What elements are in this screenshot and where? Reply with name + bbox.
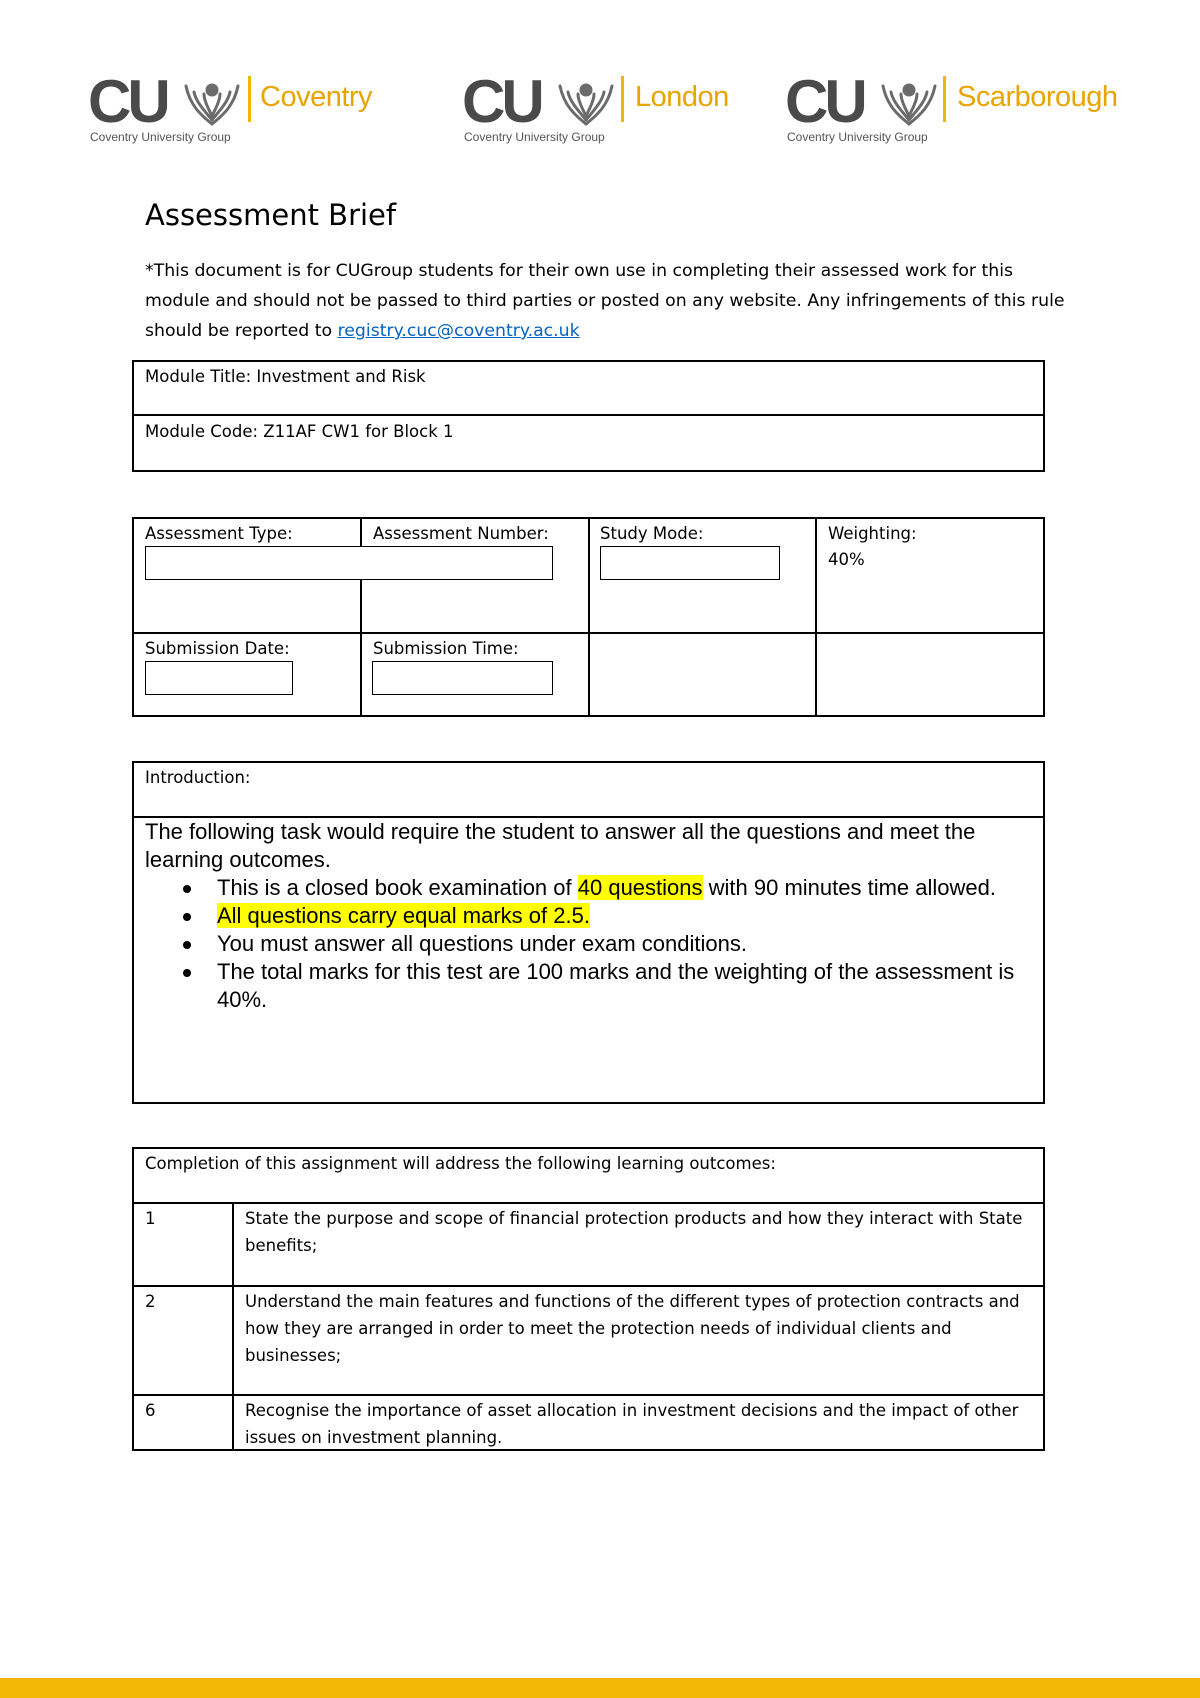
page-title: Assessment Brief <box>145 198 397 232</box>
logo-campus: Scarborough <box>957 81 1118 113</box>
list-item: This is a closed book examination of 40 questions with 90 minutes time allowed. <box>145 874 1035 902</box>
phoenix-icon <box>556 76 616 128</box>
logo-mark: CU <box>462 68 541 135</box>
logo-divider <box>943 76 946 122</box>
logo-group-name: Coventry University Group <box>90 130 231 144</box>
outcome-number: 2 <box>145 1292 156 1311</box>
registry-email-link[interactable]: registry.cuc@coventry.ac.uk <box>337 321 580 341</box>
logo-london <box>462 68 742 152</box>
bullet-icon <box>183 885 191 893</box>
list-item: The total marks for this test are 100 marks and the weighting of the assessment is 40%. <box>145 958 1035 1014</box>
logo-divider <box>248 76 251 122</box>
module-title: Module Title: Investment and Risk <box>145 367 426 386</box>
study-mode-field[interactable] <box>600 546 780 580</box>
outcome-number: 6 <box>145 1401 156 1420</box>
table-divider <box>588 517 590 717</box>
phoenix-icon <box>182 76 242 128</box>
study-mode-label: Study Mode: <box>600 524 704 543</box>
logo-scarborough <box>785 68 1125 152</box>
logo-coventry <box>88 68 388 152</box>
table-divider <box>132 1285 1045 1287</box>
logo-campus: London <box>635 81 729 113</box>
notice-text: *This document is for CUGroup students for their own use in completing their assessed work for this module and should not be passed to third parties or posted on any website. Any infringements of this rule should be reported to <box>145 261 1065 341</box>
logo-mark: CU <box>785 68 864 135</box>
table-divider <box>132 414 1045 416</box>
logo-group-name: Coventry University Group <box>787 130 928 144</box>
outcome-number: 1 <box>145 1209 156 1228</box>
learning-outcomes-heading: Completion of this assignment will address the following learning outcomes: <box>145 1154 776 1173</box>
bullet-icon <box>183 969 191 977</box>
list-item <box>145 902 1035 930</box>
bullet-icon <box>183 913 191 921</box>
submission-time-label: Submission Time: <box>373 639 519 658</box>
logo-campus: Coventry <box>260 81 373 113</box>
submission-time-field[interactable] <box>372 661 553 695</box>
outcome-text: Recognise the importance of asset allocation in investment decisions and the impact of other issues on investment planning. <box>245 1401 1019 1447</box>
assessment-number-label: Assessment Number: <box>373 524 549 543</box>
highlighted-text: All questions carry equal marks of 2.5. <box>217 903 590 928</box>
table-divider <box>232 1202 234 1451</box>
submission-date-field[interactable] <box>145 661 293 695</box>
logo-divider <box>621 76 624 122</box>
introduction-lead: The following task would require the student to answer all the questions and meet the learning outcomes. <box>145 819 976 872</box>
module-code: Module Code: Z11AF CW1 for Block 1 <box>145 422 454 441</box>
table-divider <box>815 517 817 717</box>
highlighted-text: 40 questions <box>577 875 703 900</box>
introduction-body <box>145 818 1035 1014</box>
weighting-label: Weighting: <box>828 524 917 543</box>
logo-group-name: Coventry University Group <box>464 130 605 144</box>
introduction-list <box>145 874 1035 1014</box>
confidentiality-notice <box>145 256 1065 346</box>
outcome-text: Understand the main features and functions of the different types of protection contracts and how they are arranged in order to meet the protection needs of individual clients and businesses; <box>245 1292 1020 1365</box>
weighting-value: 40% <box>828 550 865 569</box>
assessment-type-label: Assessment Type: <box>145 524 293 543</box>
table-divider <box>132 1202 1045 1204</box>
phoenix-icon <box>879 76 939 128</box>
assessment-type-field[interactable] <box>145 546 553 580</box>
bullet-icon <box>183 941 191 949</box>
introduction-heading: Introduction: <box>145 768 251 787</box>
footer-accent-bar <box>0 1678 1200 1698</box>
submission-date-label: Submission Date: <box>145 639 290 658</box>
outcome-text: State the purpose and scope of financial protection products and how they interact with State benefits; <box>245 1209 1023 1255</box>
logo-mark: CU <box>88 68 167 135</box>
table-divider <box>132 1394 1045 1396</box>
list-item: You must answer all questions under exam conditions. <box>145 930 1035 958</box>
